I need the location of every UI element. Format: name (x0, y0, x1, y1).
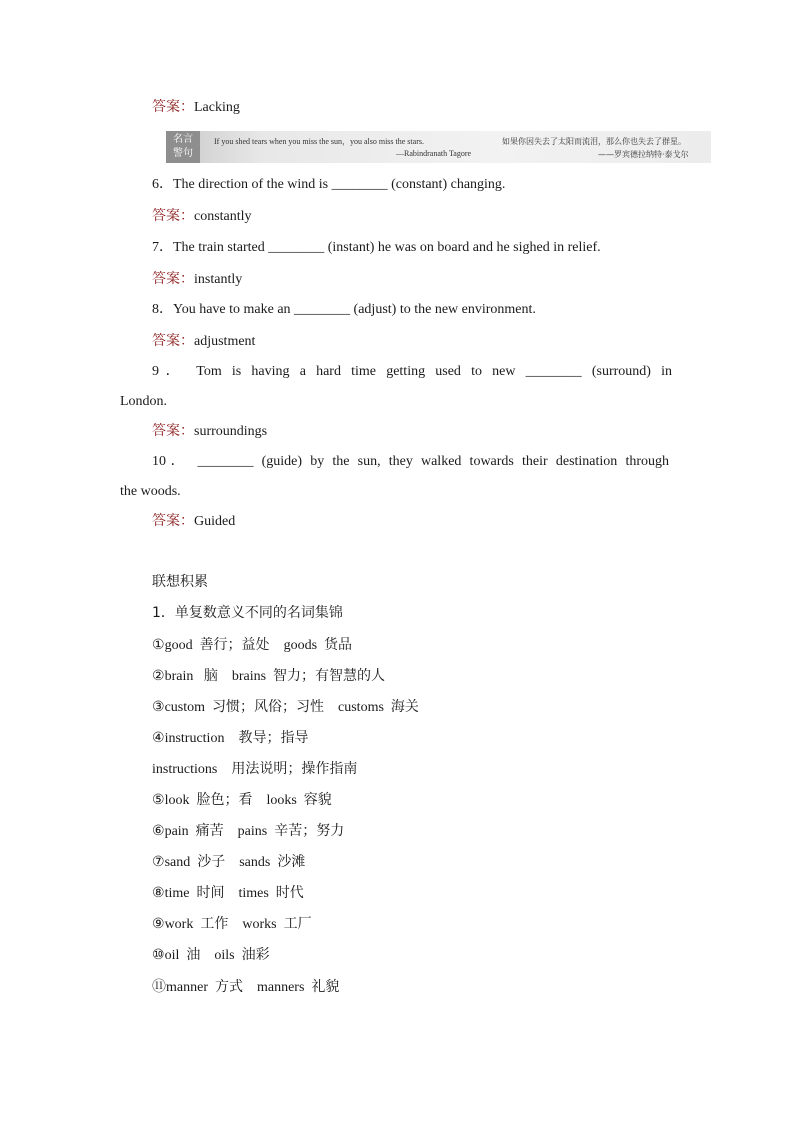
answer-5 (152, 98, 240, 117)
question-6: 6．The direction of the wind is ________ (constant) changing. (152, 177, 506, 192)
quote-chinese: 如果你因失去了太阳而流泪，那么你也失去了群星。 (502, 137, 686, 146)
answer-value: constantly (194, 209, 252, 224)
vocab-singular-meaning: 善行；益处 (199, 637, 270, 653)
vocab-singular: good (164, 638, 193, 653)
vocab-item (152, 853, 305, 872)
quote-english: If you shed tears when you miss the sun，you also miss the stars. (214, 137, 424, 146)
vocab-plural: sands (239, 855, 271, 870)
vocab-item (152, 636, 352, 655)
quote-chinese-author: ——罗宾德拉纳特·泰戈尔 (598, 150, 689, 159)
vocab-number: ③ (152, 700, 165, 715)
vocab-number: ① (152, 638, 165, 653)
vocab-plural: manners (256, 980, 305, 995)
vocab-singular: time (164, 886, 190, 901)
vocab-singular: instruction (164, 731, 225, 746)
vocab-plural: times (238, 886, 269, 901)
vocab-plural-meaning: 辛苦；努力 (274, 823, 345, 839)
vocab-plural-meaning: 时代 (275, 885, 304, 901)
vocab-item (152, 698, 419, 717)
quote-banner (166, 131, 711, 163)
section-title: 联想积累 (152, 574, 208, 590)
vocab-number: ⑥ (152, 824, 165, 839)
vocab-number: ⑧ (152, 886, 165, 901)
answer-label: 答案： (152, 423, 194, 439)
subsection-title: 1．单复数意义不同的名词集锦 (152, 605, 343, 621)
vocab-plural-meaning: 货品 (324, 637, 353, 653)
answer-9 (152, 422, 267, 441)
question-7: 7．The train started ________ (instant) he was on board and he sighed in relief. (152, 240, 601, 255)
answer-8 (152, 332, 255, 351)
answer-value: Lacking (194, 100, 240, 115)
vocab-item (152, 822, 344, 841)
question-8: 8．You have to make an ________ (adjust) to the new environment. (152, 302, 536, 317)
answer-label: 答案： (152, 208, 194, 224)
vocab-plural-meaning: 礼貌 (311, 979, 340, 995)
vocab-singular: oil (164, 948, 180, 963)
vocab-singular-meaning: 脸色；看 (196, 792, 253, 808)
vocab-plural-meaning: 油彩 (241, 947, 270, 963)
vocab-singular-meaning: 方式 (214, 979, 243, 995)
question-10-line1: 10． ________ (guide) by the sun, they walked towards their destination through (152, 454, 669, 469)
answer-value: instantly (194, 272, 243, 287)
vocab-number: ④ (152, 731, 165, 746)
vocab-number: ⑩ (152, 948, 165, 963)
vocab-item (152, 884, 304, 903)
vocab-singular-meaning: 脑 (203, 668, 218, 684)
answer-label: 答案： (152, 333, 194, 349)
vocab-plural-meaning: 海关 (390, 699, 419, 715)
vocab-singular: work (164, 917, 194, 932)
vocab-item (152, 760, 357, 779)
vocab-number: ⑦ (152, 855, 165, 870)
vocab-plural: goods (283, 638, 318, 653)
vocab-plural: works (242, 917, 277, 932)
vocab-singular: custom (164, 700, 206, 715)
answer-value: Guided (194, 514, 236, 529)
vocab-singular-meaning: 教导；指导 (238, 730, 309, 746)
vocab-singular: instructions (152, 762, 218, 777)
quote-tag (166, 131, 200, 163)
vocab-plural: brains (231, 669, 267, 684)
vocab-plural-meaning: 智力；有智慧的人 (273, 668, 386, 684)
vocab-item (152, 978, 339, 997)
vocab-item (152, 946, 270, 965)
vocab-singular: sand (164, 855, 191, 870)
answer-7 (152, 270, 242, 289)
vocab-plural-meaning: 工厂 (283, 916, 312, 932)
vocab-number: ⑪ (152, 980, 166, 995)
question-9-line1: 9． Tom is having a hard time getting used to new ________ (surround) in (152, 364, 672, 379)
quote-english-author: —Rabindranath Tagore (396, 149, 472, 158)
vocab-singular: manner (166, 980, 208, 995)
answer-label: 答案： (152, 271, 194, 287)
answer-label: 答案： (152, 513, 194, 529)
answer-value: adjustment (194, 334, 256, 349)
vocab-item (152, 667, 385, 686)
vocab-singular-meaning: 时间 (196, 885, 225, 901)
vocab-item (152, 915, 312, 934)
answer-6 (152, 207, 252, 226)
vocab-item (152, 729, 308, 748)
vocab-singular-meaning: 用法说明；操作指南 (231, 761, 358, 777)
vocab-plural-meaning: 容貌 (303, 792, 332, 808)
question-10-line2: the woods. (120, 484, 181, 499)
quote-tag-line1: 名言 (173, 134, 193, 145)
vocab-number: ⑤ (152, 793, 165, 808)
vocab-plural: oils (214, 948, 235, 963)
vocab-singular-meaning: 油 (186, 947, 201, 963)
vocab-singular: look (164, 793, 190, 808)
vocab-plural-meaning: 沙滩 (277, 854, 306, 870)
quote-tag-line2: 警句 (173, 148, 193, 159)
vocab-singular-meaning: 工作 (200, 916, 229, 932)
vocab-singular-meaning: 痛苦 (195, 823, 224, 839)
vocab-number: ⑨ (152, 917, 165, 932)
vocab-plural: customs (338, 700, 384, 715)
vocab-singular: pain (164, 824, 189, 839)
vocab-singular: brain (164, 669, 194, 684)
question-9-line2: London. (120, 394, 168, 409)
answer-10 (152, 512, 235, 531)
vocab-singular-meaning: 沙子 (197, 854, 226, 870)
vocab-item (152, 791, 332, 810)
vocab-singular-meaning: 习惯；风俗；习性 (212, 699, 325, 715)
vocab-plural: looks (266, 793, 297, 808)
vocab-plural: pains (237, 824, 268, 839)
vocab-number: ② (152, 669, 165, 684)
answer-value: surroundings (194, 424, 268, 439)
answer-label: 答案： (152, 99, 194, 115)
